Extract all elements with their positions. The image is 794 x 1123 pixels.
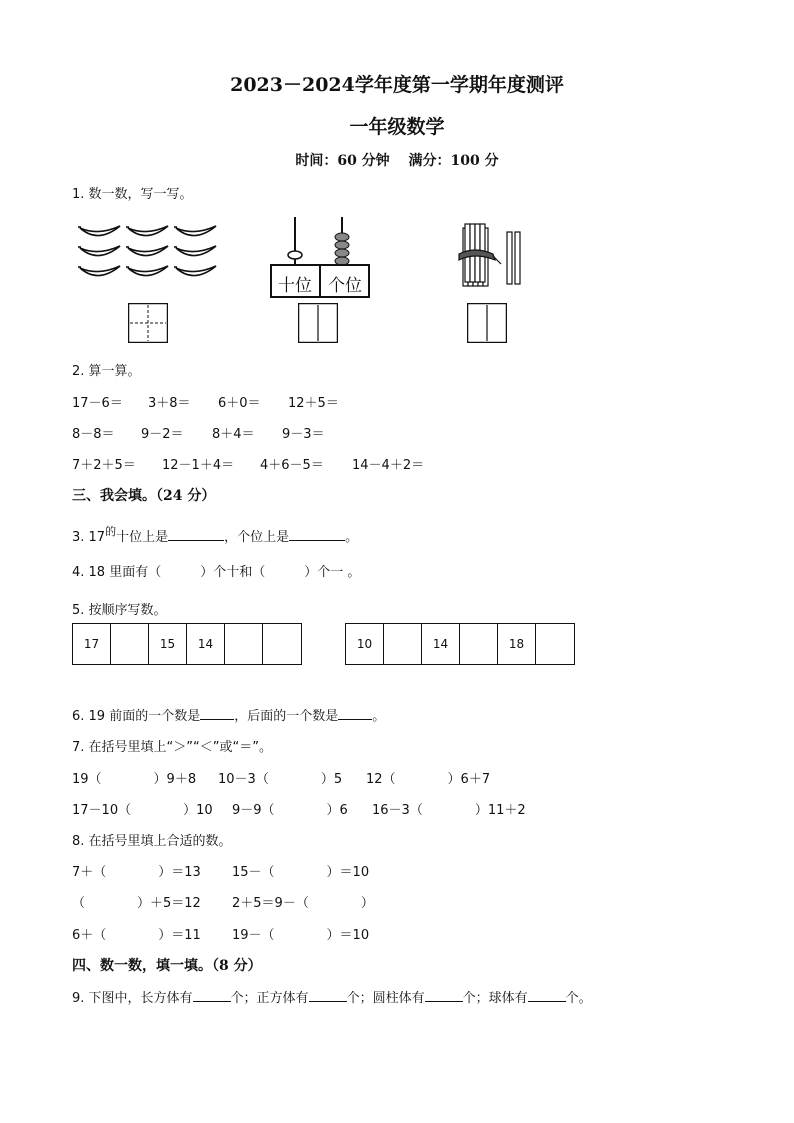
q6-blank-after[interactable] bbox=[338, 707, 372, 720]
sequence-grid-left bbox=[72, 623, 302, 665]
answer-box-abacus[interactable] bbox=[298, 303, 338, 343]
q3-blank-ones[interactable] bbox=[289, 528, 345, 541]
q2-eq: 6＋0＝ bbox=[218, 396, 261, 411]
q2-eq: 14－4＋2＝ bbox=[352, 458, 425, 473]
tens-label: 十位 bbox=[278, 276, 312, 296]
q2-eq: 9－2＝ bbox=[141, 427, 184, 442]
sequence-cell[interactable]: 15 bbox=[149, 624, 187, 664]
page-title: 2023－2024学年度第一学期年度测评 bbox=[230, 74, 564, 96]
q8-item: （ ）＋5＝12 bbox=[72, 896, 201, 911]
q5-prompt: 5. 按顺序写数。 bbox=[72, 603, 167, 618]
q2-eq: 12＋5＝ bbox=[288, 396, 339, 411]
sequence-cell[interactable] bbox=[536, 624, 574, 664]
answer-box-bananas[interactable] bbox=[128, 303, 168, 343]
q2-prompt: 2. 算一算。 bbox=[72, 364, 141, 379]
bananas-picture bbox=[76, 218, 226, 293]
abacus-picture bbox=[270, 215, 370, 300]
q2-eq: 8－8＝ bbox=[72, 427, 115, 442]
sequence-cell[interactable]: 17 bbox=[73, 624, 111, 664]
q2-eq: 4＋6－5＝ bbox=[260, 458, 324, 473]
q8-item: 7＋（ ）＝13 bbox=[72, 865, 201, 880]
q8-item: 6＋（ ）＝11 bbox=[72, 928, 201, 943]
sequence-cell[interactable] bbox=[460, 624, 498, 664]
sequence-cell[interactable] bbox=[111, 624, 149, 664]
q6-blank-before[interactable] bbox=[200, 707, 234, 720]
q8-prompt: 8. 在括号里填上合适的数。 bbox=[72, 834, 232, 849]
q9-blank-cube[interactable] bbox=[309, 989, 347, 1002]
sequence-cell[interactable] bbox=[384, 624, 422, 664]
q7-prompt: 7. 在括号里填上“＞”“＜”或“＝”。 bbox=[72, 740, 272, 755]
sequence-cell[interactable]: 14 bbox=[187, 624, 225, 664]
q9-line: 9. 下图中，长方体有 个；正方体有 个；圆柱体有 个；球体有 个。 bbox=[72, 991, 592, 1006]
q8-item: 19－（ ）＝10 bbox=[232, 928, 370, 943]
sequence-cell[interactable]: 14 bbox=[422, 624, 460, 664]
q9-blank-cuboid[interactable] bbox=[193, 989, 231, 1002]
q8-item: 2＋5＝9－（ ） bbox=[232, 896, 374, 911]
q3-blank-tens[interactable] bbox=[168, 528, 224, 541]
q3-line: 3. $17^的$十位上是 ，个位上是 。 bbox=[72, 525, 359, 545]
q9-blank-cylinder[interactable] bbox=[425, 989, 463, 1002]
q7-item: 10－3（ ）5 bbox=[218, 772, 343, 787]
ones-label: 个位 bbox=[328, 276, 362, 296]
q6-line: 6. 19 前面的一个数是 ，后面的一个数是 。 bbox=[72, 709, 386, 724]
exam-meta: 时间：60 分钟 满分：100 分 bbox=[295, 153, 499, 169]
q7-item: 9－9（ ）6 bbox=[232, 803, 348, 818]
sequence-cell[interactable] bbox=[225, 624, 263, 664]
q2-eq: 9－3＝ bbox=[282, 427, 325, 442]
sticks-picture bbox=[455, 222, 530, 292]
q2-eq: 8＋4＝ bbox=[212, 427, 255, 442]
page-subtitle: 一年级数学 bbox=[349, 116, 445, 138]
q2-eq: 7＋2＋5＝ bbox=[72, 458, 136, 473]
q8-item: 15－（ ）＝10 bbox=[232, 865, 370, 880]
q1-prompt: 1. 数一数，写一写。 bbox=[72, 187, 193, 202]
q2-eq: 17－6＝ bbox=[72, 396, 123, 411]
sequence-cell[interactable] bbox=[263, 624, 301, 664]
sequence-cell[interactable]: 10 bbox=[346, 624, 384, 664]
q7-item: 17－10（ ）10 bbox=[72, 803, 213, 818]
section-4-heading: 四、数一数，填一填。（8 分） bbox=[72, 958, 262, 974]
answer-box-sticks[interactable] bbox=[467, 303, 507, 343]
q7-item: 19（ ）9＋8 bbox=[72, 772, 197, 787]
sequence-cell[interactable]: 18 bbox=[498, 624, 536, 664]
q4-line: 4. 18 里面有（ ）个十和（ ）个一 。 bbox=[72, 565, 361, 580]
q2-eq: 12－1＋4＝ bbox=[162, 458, 235, 473]
q7-item: 16－3（ ）11＋2 bbox=[372, 803, 526, 818]
section-3-heading: 三、我会填。（24 分） bbox=[72, 488, 216, 504]
q7-item: 12（ ）6＋7 bbox=[366, 772, 491, 787]
q2-eq: 3＋8＝ bbox=[148, 396, 191, 411]
q9-blank-sphere[interactable] bbox=[528, 989, 566, 1002]
sequence-grid-right bbox=[345, 623, 575, 665]
